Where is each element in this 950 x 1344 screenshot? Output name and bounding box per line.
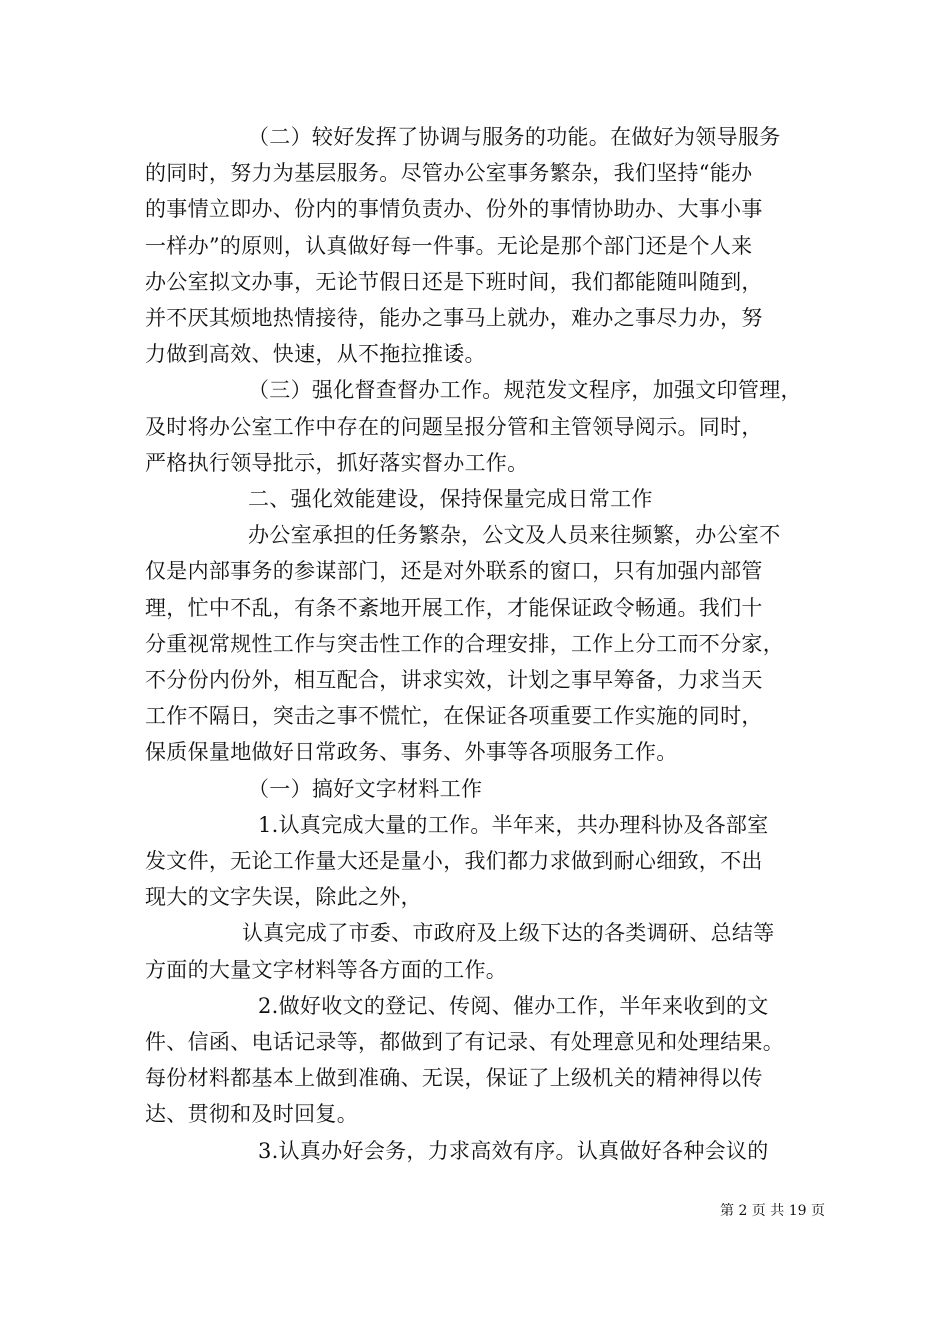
- text-line: 办公室拟文办事，无论节假日还是下班时间，我们都能随叫随到，: [145, 269, 763, 294]
- subsection-heading: （一）搞好文字材料工作: [248, 776, 483, 801]
- text-line: 工作不隔日，突击之事不慌忙，在保证各项重要工作实施的同时，: [145, 704, 763, 729]
- text-line: 2.做好收文的登记、传阅、催办工作，半年来收到的文: [258, 993, 769, 1018]
- text-line: 一样办”的原则，认真做好每一件事。无论是那个部门还是个人来: [145, 233, 753, 258]
- text-line: 方面的大量文字材料等各方面的工作。: [145, 957, 508, 982]
- text-line: （三）强化督查督办工作。规范发文程序，加强文印管理，: [248, 378, 802, 403]
- text-line: 认真完成了市委、市政府及上级下达的各类调研、总结等: [242, 921, 775, 946]
- text-line: 力做到高效、快速，从不拖拉推诿。: [145, 342, 486, 367]
- text-line: 件、信函、电话记录等，都做到了有记录、有处理意见和处理结果。: [145, 1030, 784, 1054]
- text-line: 分重视常规性工作与突击性工作的合理安排，工作上分工而不分家，: [145, 631, 784, 656]
- page-number-footer: 第 2 页 共 19 页: [720, 1203, 825, 1219]
- text-line: 保质保量地做好日常政务、事务、外事等各项服务工作。: [145, 740, 678, 765]
- text-line: （二）较好发挥了协调与服务的功能。在做好为领导服务: [248, 125, 781, 149]
- section-heading: 二、强化效能建设，保持保量完成日常工作: [248, 487, 653, 511]
- text-line: 达、贯彻和及时回复。: [145, 1102, 358, 1127]
- text-line: 仅是内部事务的参谋部门，还是对外联系的窗口，只有加强内部管: [145, 559, 763, 584]
- text-line: 理，忙中不乱，有条不紊地开展工作，才能保证政令畅通。我们十: [145, 595, 763, 620]
- text-line: 严格执行领导批示，抓好落实督办工作。: [145, 450, 529, 475]
- text-line: 并不厌其烦地热情接待，能办之事马上就办，难办之事尽力办，努: [145, 306, 763, 330]
- text-line: 的事情立即办、份内的事情负责办、份外的事情协助办、大事小事: [145, 197, 763, 222]
- text-line: 3.认真办好会务，力求高效有序。认真做好各种会议的: [258, 1138, 769, 1163]
- text-line: 1.认真完成大量的工作。半年来，共办理科协及各部室: [258, 812, 769, 837]
- text-line: 及时将办公室工作中存在的问题呈报分管和主管领导阅示。同时，: [145, 414, 763, 439]
- text-line: 每份材料都基本上做到准确、无误，保证了上级机关的精神得以传: [145, 1066, 763, 1091]
- text-line: 办公室承担的任务繁杂，公文及人员来往频繁，办公室不: [248, 523, 781, 548]
- text-line: 发文件，无论工作量大还是量小，我们都力求做到耐心细致，不出: [145, 849, 763, 873]
- text-line: 现大的文字失误，除此之外，: [145, 885, 422, 910]
- text-line: 的同时，努力为基层服务。尽管办公室事务繁杂，我们坚持“能办: [145, 161, 753, 186]
- text-line: 不分份内份外，相互配合，讲求实效，计划之事早筹备，力求当天: [145, 668, 763, 692]
